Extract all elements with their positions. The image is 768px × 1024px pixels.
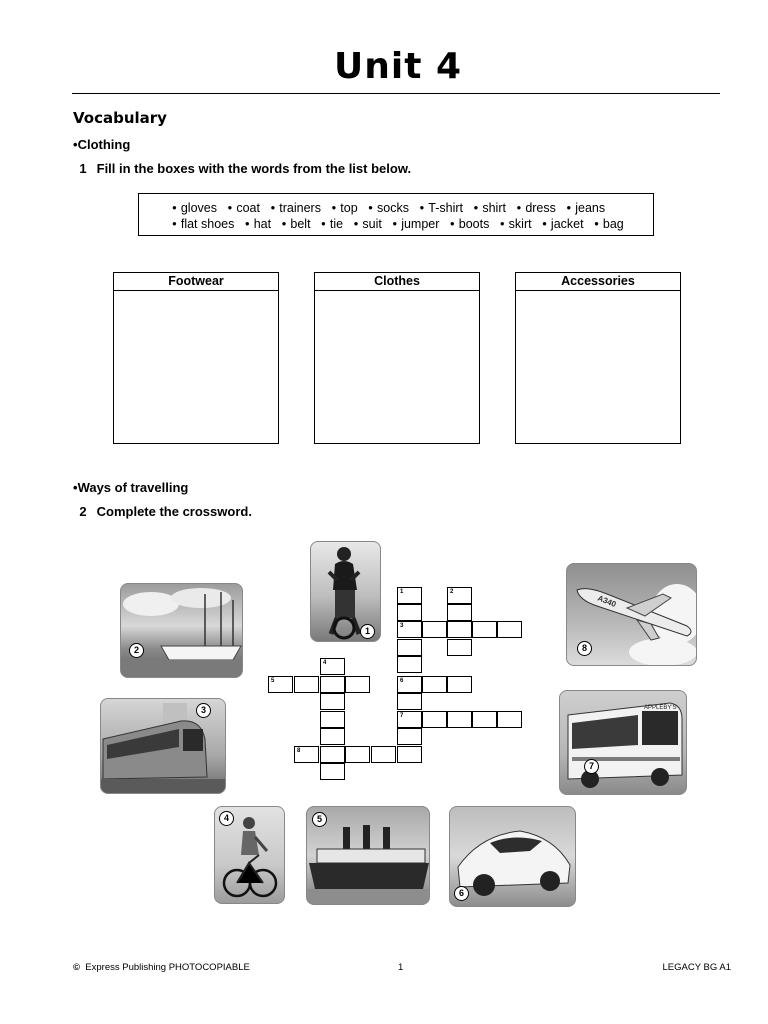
crossword-cell[interactable] [397, 711, 422, 728]
crossword-cell[interactable] [447, 676, 472, 693]
clue-number: 6 [400, 678, 404, 684]
crossword-cell[interactable] [447, 587, 472, 604]
clue-number: 7 [400, 713, 404, 719]
crossword-cell[interactable] [397, 639, 422, 656]
crossword-cell[interactable] [320, 676, 345, 693]
word-item: ● coat [227, 201, 259, 215]
clue-number: 4 [323, 660, 327, 666]
word-item: ● skirt [500, 217, 532, 231]
photo-number-badge: 7 [584, 759, 599, 774]
crossword-cell[interactable] [320, 711, 345, 728]
crossword-cell[interactable] [447, 639, 472, 656]
word-item: ● jeans [566, 201, 605, 215]
crossword-cell[interactable] [497, 711, 522, 728]
word-item: ● T-shirt [419, 201, 463, 215]
clothing-heading-text: Clothing [77, 137, 131, 152]
crossword-cell[interactable] [497, 621, 522, 638]
crossword-cell[interactable] [397, 676, 422, 693]
category-heading: Accessories [516, 273, 680, 291]
crossword-cell[interactable] [447, 711, 472, 728]
crossword-cell[interactable] [294, 746, 319, 763]
crossword-cell[interactable] [294, 676, 319, 693]
clue-number: 8 [297, 748, 301, 754]
page-title: Unit 4 [334, 46, 462, 87]
crossword-cell[interactable] [422, 676, 447, 693]
word-item: ● bag [594, 217, 624, 231]
word-item: ● flat shoes [172, 217, 234, 231]
photo-number-badge: 8 [577, 641, 592, 656]
crossword-cell[interactable] [371, 746, 396, 763]
word-item: ● jumper [392, 217, 439, 231]
photo-number-badge: 2 [129, 643, 144, 658]
crossword-cell[interactable] [397, 746, 422, 763]
word-item: ● boots [450, 217, 489, 231]
task-2-text: Complete the crossword. [96, 504, 252, 519]
word-item: ● socks [368, 201, 409, 215]
word-item: ● hat [245, 217, 271, 231]
word-item: ● dress [516, 201, 555, 215]
photo-number-badge: 1 [360, 624, 375, 639]
section-heading: Vocabulary [73, 109, 167, 127]
crossword-cell[interactable] [320, 746, 345, 763]
crossword-cell[interactable] [320, 763, 345, 780]
word-item: ● gloves [172, 201, 217, 215]
crossword-cell[interactable] [397, 656, 422, 673]
photo-number-badge: 6 [454, 886, 469, 901]
travel-heading-text: Ways of travelling [77, 480, 189, 495]
category-heading: Footwear [114, 273, 278, 291]
photo-number-badge: 5 [312, 812, 327, 827]
task-2-number: 2 [79, 504, 87, 519]
crossword-cell[interactable] [397, 728, 422, 745]
crossword-cell[interactable] [345, 676, 370, 693]
task-1-text: Fill in the boxes with the words from the list below. [96, 161, 412, 176]
crossword-cell[interactable] [447, 604, 472, 621]
clue-number: 1 [400, 589, 404, 595]
crossword-cell[interactable] [472, 711, 497, 728]
crossword-cell[interactable] [320, 728, 345, 745]
word-item: ● belt [282, 217, 311, 231]
footer-copyright [73, 962, 250, 973]
word-item: ● jacket [542, 217, 584, 231]
crossword-cell[interactable] [472, 621, 497, 638]
crossword-cell[interactable] [320, 658, 345, 675]
crossword-cell[interactable] [268, 676, 293, 693]
clue-number: 5 [271, 678, 275, 684]
footer-copyright-text: Express Publishing PHOTOCOPIABLE [85, 962, 250, 973]
copyright-icon: © [73, 962, 80, 973]
clue-number: 3 [400, 623, 404, 629]
crossword-cell[interactable] [320, 693, 345, 710]
word-item: ● top [331, 201, 357, 215]
plane-livery-text: A340 [596, 593, 618, 610]
crossword-cell[interactable] [422, 621, 447, 638]
word-item: ● tie [321, 217, 343, 231]
clue-number: 2 [450, 589, 454, 595]
bullet-icon: • [73, 480, 78, 495]
crossword-cell[interactable] [397, 587, 422, 604]
category-heading: Clothes [315, 273, 479, 291]
footer-series: LEGACY BG A1 [662, 962, 731, 973]
word-item: ● shirt [474, 201, 506, 215]
crossword-cell[interactable] [397, 693, 422, 710]
task-1-number: 1 [79, 161, 87, 176]
crossword-cell[interactable] [422, 711, 447, 728]
crossword-cell[interactable] [447, 621, 472, 638]
footer-page-number: 1 [398, 962, 404, 973]
crossword-cell[interactable] [397, 621, 422, 638]
word-item: ● suit [354, 217, 382, 231]
crossword-cell[interactable] [345, 746, 370, 763]
bus-livery-text: APPLEBY'S [644, 705, 677, 711]
photo-number-badge: 4 [219, 811, 234, 826]
crossword-cell[interactable] [397, 604, 422, 621]
bullet-icon: • [73, 137, 78, 152]
word-item: ● trainers [270, 201, 321, 215]
photo-number-badge: 3 [196, 703, 211, 718]
